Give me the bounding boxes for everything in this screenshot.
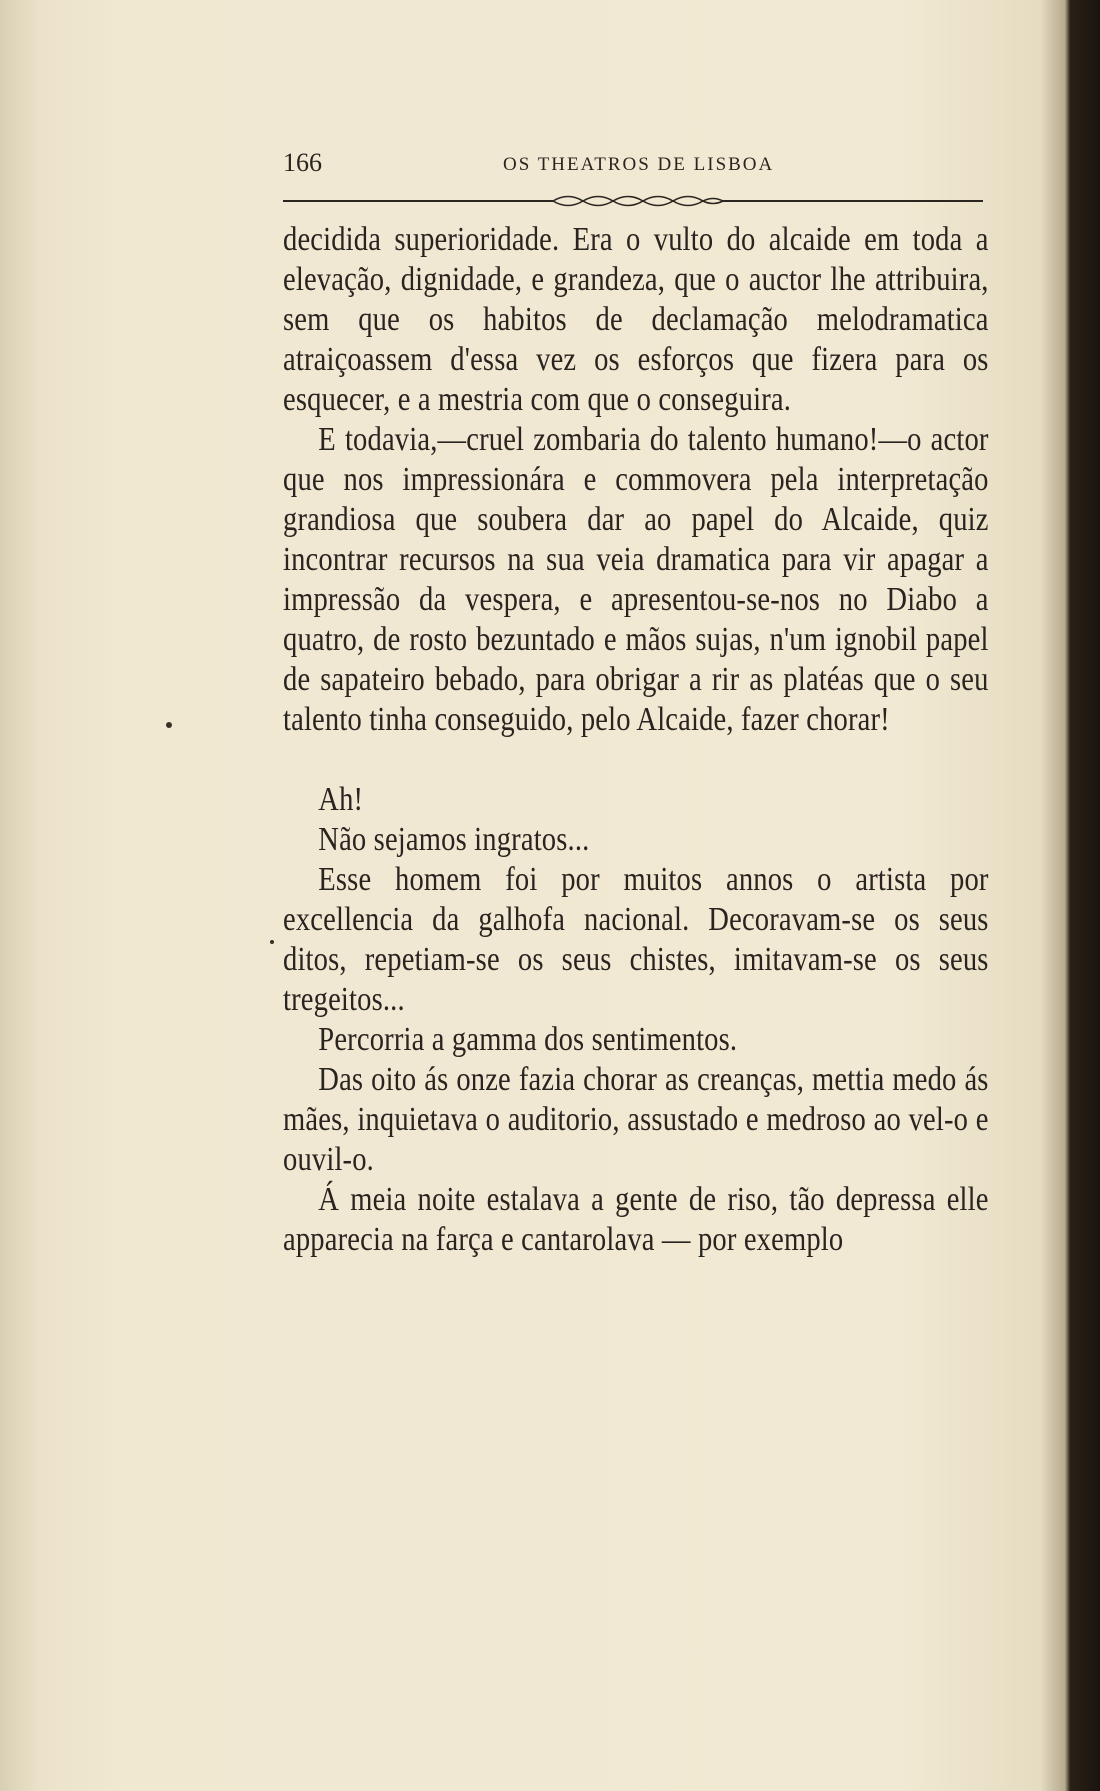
paragraph-gap	[283, 740, 989, 780]
paragraph: Á meia noite estalava a gente de riso, tão depressa elle apparecia na farça e cantarolava — por exemplo	[283, 1181, 989, 1258]
running-title: OS THEATROS DE LISBOA	[503, 154, 775, 175]
paragraph: Das oito ás onze fazia chorar as creanças, mettia medo ás mães, inquietava o auditorio, assustado e medroso ao vel-o e ouvil-o.	[283, 1061, 989, 1178]
header-rule-ornament	[283, 190, 983, 212]
paragraph: E todavia,—cruel zombaria do talento humano!—o actor que nos impressionára e commovera pela interpretação grandiosa que soubera dar ao papel do Alcaide, quiz incontrar recursos na sua veia dramatica para vir apagar a impressão da vespera, e apresentou-se-nos no Diabo a quatro, de rosto bezuntado e mãos sujas, n'um ignobil papel de sapateiro bebado, para obrigar a rir as platéas que o seu talento tinha conseguido, pelo Alcaide, fazer chorar!	[283, 421, 989, 738]
paragraph: Percorria a gamma dos sentimentos.	[318, 1021, 738, 1058]
paragraph: Ah!	[318, 781, 364, 818]
paragraph: Esse homem foi por muitos annos o artista por excellencia da galhofa nacional. Decoravam-se os seus ditos, repetiam-se os seus chistes, imitavam-se os seus tregeitos...	[283, 861, 989, 1018]
scan-speck	[270, 940, 274, 944]
paragraph: decidida superioridade. Era o vulto do alcaide em toda a elevação, dignidade, e grandeza, que o auctor lhe attribuira, sem que os habitos de declamação melodramatica atraiçoassem d'essa vez os esforços que fizera para os esquecer, e a mestria com que o conseguira.	[283, 221, 989, 418]
page-number: 166	[283, 148, 322, 177]
running-head	[283, 148, 983, 188]
scan-speck	[166, 722, 172, 728]
paragraph: Não sejamos ingratos...	[318, 821, 590, 858]
body-text	[283, 220, 989, 1260]
book-gutter-shadow	[1040, 0, 1070, 1791]
